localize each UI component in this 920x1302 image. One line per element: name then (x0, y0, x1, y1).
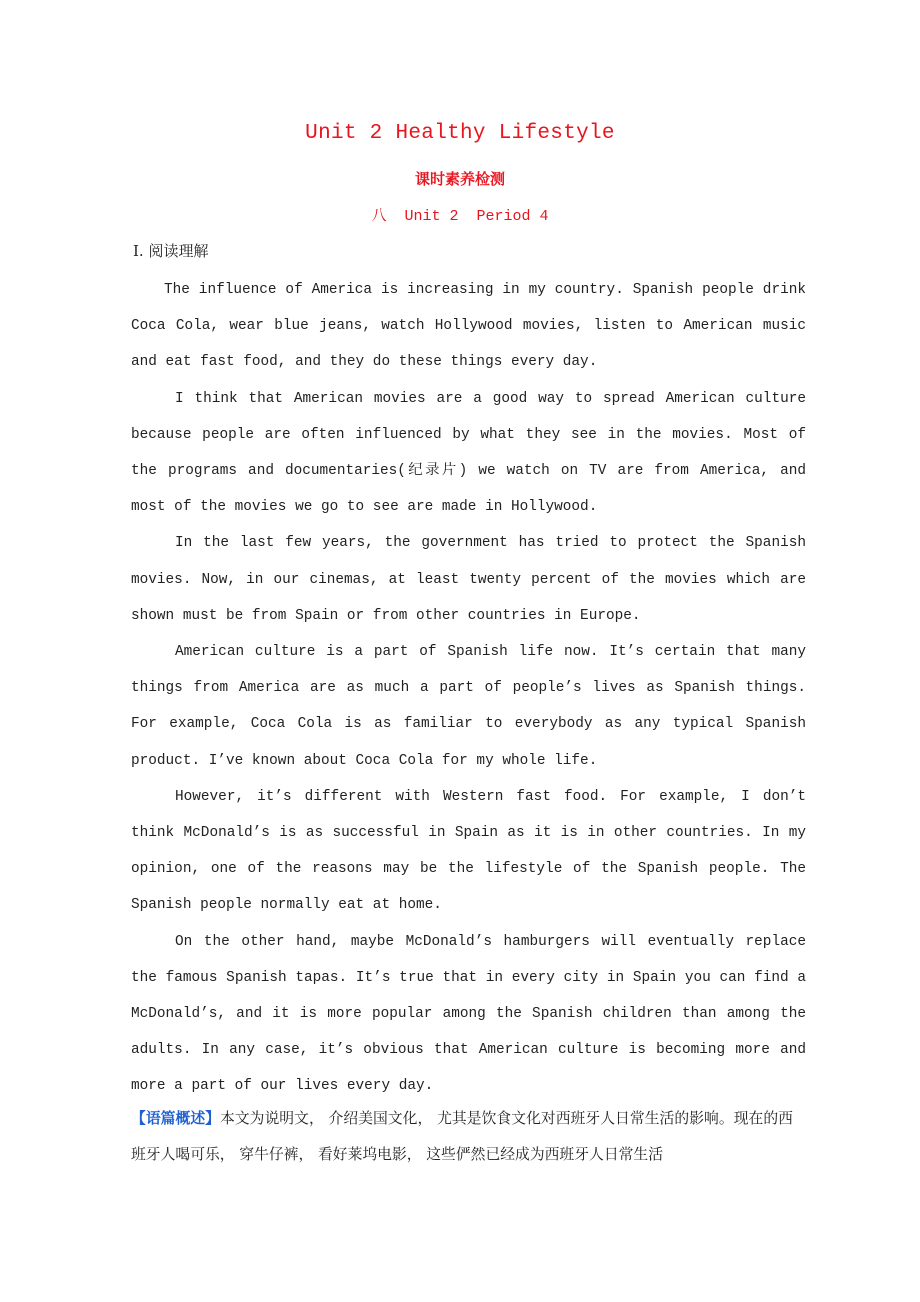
passage-paragraph-6: On the other hand, maybe McDonald’s hamburgers will eventually replace the famous Spanish tapas. It’s true that in every city in Spain you can find a McDonald’s, and it is more popular among the Spanish children than among the adults. In any case, it’s obvious that American culture is becoming more and more a part of our lives every day. (131, 933, 806, 1095)
passage-paragraph-4: American culture is a part of Spanish life now. It’s certain that many things from America are as much a part of people’s lives as Spanish things. For example, Coca Cola is as familiar to everybody as any typical Spanish product. I’ve known about Coca Cola for my whole life. (131, 644, 806, 769)
passage-paragraph-1: The influence of America is increasing in my country. Spanish people drink Coca Cola, wear blue jeans, watch Hollywood movies, listen to American music and eat fast food, and they do these things every day. (131, 282, 806, 371)
passage-paragraph-2: I think that American movies are a good way to spread American culture because people are often influenced by what they see in the movies. Most of the programs and documentaries(纪录片) we watch on TV are from America, and most of the movies we go to see are made in Hollywood. (131, 390, 806, 516)
summary-text: 本文为说明文， 介绍美国文化， 尤其是饮食文化对西班牙人日常生活的影响。现在的西班牙人喝可乐， 穿牛仔裤， 看好莱坞电影， 这些俨然已经成为西班牙人日常生活 (131, 1110, 793, 1163)
period-heading: 八 Unit 2 Period 4 (371, 208, 549, 225)
passage-paragraph-5: However, it’s different with Western fast food. For example, I don’t think McDonald’s is as successful in Spain as it is in other countries. In my opinion, one of the reasons may be the lifestyle of the Spanish people. The Spanish people normally eat at home. (131, 788, 806, 914)
section-heading: Ⅰ. 阅读理解 (133, 242, 209, 260)
document-subtitle: 课时素养检测 (414, 170, 505, 188)
passage-summary (131, 1101, 793, 1173)
passage-paragraph-3: In the last few years, the government has tried to protect the Spanish movies. Now, in our cinemas, at least twenty percent of the movies which are shown must be from Spain or from other countries in Europe. (131, 535, 806, 624)
summary-tag: 【语篇概述】 (131, 1110, 220, 1127)
reading-passage (131, 272, 806, 1105)
document-title: Unit 2 Healthy Lifestyle (305, 122, 615, 145)
